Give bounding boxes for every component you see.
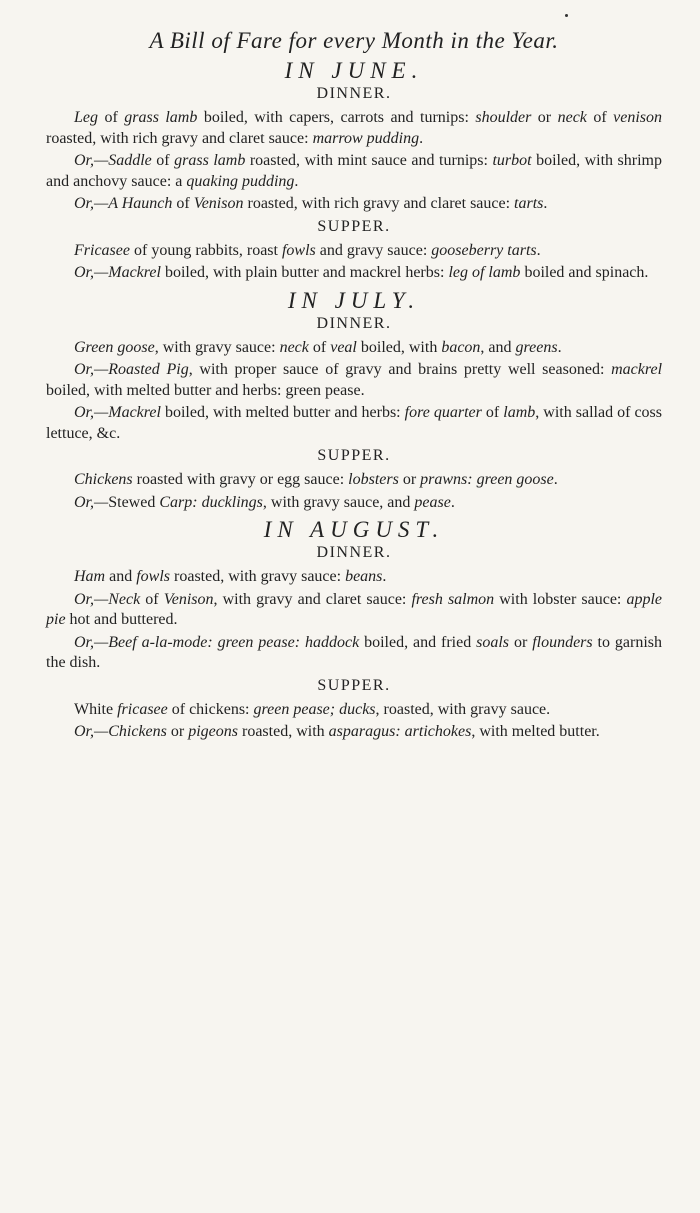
menu-text: boiled, with melted butter and herbs: <box>160 404 405 421</box>
italic-dish-name: marrow pudding <box>312 129 420 147</box>
menu-paragraph <box>46 470 662 491</box>
italic-dish-name: grass lamb <box>124 109 198 126</box>
italic-dish-name: Or,—Chickens <box>74 723 167 740</box>
meal-heading: SUPPER. <box>317 676 391 694</box>
menu-text: . <box>536 241 541 259</box>
italic-dish-name: tarts <box>514 195 544 212</box>
menu-paragraph <box>46 493 662 514</box>
month-heading: IN JUNE. <box>284 58 424 83</box>
menu-paragraph <box>46 151 662 192</box>
menu-text: of <box>586 109 614 126</box>
menu-text: . <box>450 493 455 511</box>
menu-text: . <box>553 471 558 488</box>
italic-dish-name: fowls <box>281 241 316 259</box>
menu-text: Stewed <box>108 493 160 511</box>
italic-dish-name: Or,—Roasted Pig <box>74 361 189 378</box>
italic-dish-name: asparagus: artichokes <box>328 723 472 740</box>
menu-text: , with melted butter. <box>471 723 600 740</box>
italic-dish-name: Fricasee <box>74 241 130 259</box>
menu-text: . <box>382 568 387 585</box>
italic-dish-name: lobsters <box>348 471 399 488</box>
italic-dish-name: Or,—Beef a-la-mode: green pease: haddock <box>74 633 360 651</box>
menu-text: or <box>166 723 189 740</box>
menu-text: boiled, with capers, carrots and turnips: <box>197 109 476 126</box>
italic-dish-name: flounders <box>532 633 593 651</box>
month-block <box>46 288 662 514</box>
menu-text: of chickens: <box>167 700 254 718</box>
menu-text: , with gravy sauce: <box>154 338 280 356</box>
italic-dish-name: mackrel <box>611 361 663 378</box>
italic-dish-name: shoulder <box>475 109 532 126</box>
menu-paragraph <box>46 700 662 721</box>
menu-text: roasted, with rich gravy and claret sauce: <box>243 195 515 212</box>
italic-dish-name: gooseberry tarts <box>431 241 537 259</box>
menu-text: of young rabbits, roast <box>129 241 282 259</box>
meal-heading: DINNER. <box>316 314 392 332</box>
italic-dish-name: Venison <box>163 590 214 608</box>
month-block <box>46 58 662 284</box>
italic-dish-name: grass lamb <box>174 152 246 169</box>
menu-text: . <box>294 172 299 190</box>
italic-dish-name: Or,—Mackrel <box>74 404 161 421</box>
italic-dish-name: Chickens <box>74 471 133 488</box>
menu-text: of <box>308 338 331 356</box>
italic-dish-name: green pease; ducks <box>253 700 376 718</box>
italic-dish-name: Or,—A Haunch <box>74 195 173 212</box>
menu-paragraph <box>46 338 662 359</box>
meal-heading: DINNER. <box>316 85 392 102</box>
italic-dish-name: Ham <box>74 568 106 585</box>
menu-paragraph <box>46 567 662 588</box>
menu-text: boiled, with shrimp and anchovy sauce: a <box>46 152 663 190</box>
meal-heading: DINNER. <box>316 544 392 561</box>
menu-text: roasted, with <box>238 723 329 740</box>
menu-text: , with sallad of coss lettuce, &c. <box>46 404 663 442</box>
menu-text: boiled, with plain butter and mackrel herbs: <box>160 264 449 281</box>
menu-text: . <box>543 195 548 212</box>
italic-dish-name: turbot <box>492 152 532 169</box>
italic-dish-name: apple pie <box>46 590 663 628</box>
month-block <box>46 517 662 743</box>
italic-dish-name: leg of lamb <box>448 264 521 281</box>
menu-text: roasted, with rich gravy and claret sauce: <box>46 129 313 147</box>
menu-paragraph <box>46 633 662 674</box>
meal-heading: SUPPER. <box>317 447 391 464</box>
italic-dish-name: greens <box>515 338 558 356</box>
menu-text: boiled, with <box>356 338 442 356</box>
italic-dish-name: veal <box>330 338 357 356</box>
menu-text: of <box>140 590 164 608</box>
menu-paragraph <box>46 108 662 149</box>
page-title: A Bill of Fare for every Month in the Year. <box>149 28 559 53</box>
meal-heading: SUPPER. <box>317 217 391 235</box>
italic-dish-name: neck <box>279 338 309 356</box>
menu-text: , with gravy sauce, and <box>262 493 415 511</box>
menu-paragraph <box>46 263 662 284</box>
italic-dish-name: Venison <box>193 195 244 212</box>
menu-text: or <box>509 633 533 651</box>
menu-text: or <box>398 471 421 488</box>
menu-text: , with proper sauce of gravy and brains pretty well seasoned: <box>188 361 612 378</box>
menu-text: , with gravy and claret sauce: <box>213 590 412 608</box>
month-heading: IN JULY. <box>287 287 421 313</box>
italic-dish-name: fresh salmon <box>411 590 495 608</box>
italic-dish-name: Green goose <box>74 338 155 356</box>
menu-text: and gravy sauce: <box>315 241 432 259</box>
menu-text: boiled and spinach. <box>520 264 649 281</box>
month-heading: IN AUGUST. <box>263 517 445 542</box>
menu-text: roasted, with gravy sauce: <box>170 568 346 585</box>
menu-text: boiled, with melted butter and herbs: green pease. <box>46 381 365 399</box>
italic-dish-name: fowls <box>136 568 171 585</box>
italic-dish-name: Or,—Saddle <box>74 152 152 169</box>
menu-text: boiled, and fried <box>359 633 477 651</box>
menu-text: and <box>105 568 137 585</box>
menu-text: , and <box>480 338 516 356</box>
menu-text: or <box>531 109 558 126</box>
italic-dish-name: lamb <box>503 404 536 421</box>
italic-dish-name: beans <box>345 568 383 585</box>
menu-text: White <box>74 700 118 718</box>
italic-dish-name: Leg <box>74 109 98 126</box>
printer-ornament-dot <box>565 14 568 17</box>
menu-paragraph <box>46 360 662 401</box>
italic-dish-name: Or,—Mackrel <box>74 264 161 281</box>
italic-dish-name: bacon <box>441 338 481 356</box>
menu-text: hot and buttered. <box>65 611 178 628</box>
italic-dish-name: pigeons <box>188 723 238 740</box>
menu-text: to garnish the dish. <box>46 633 663 671</box>
menu-paragraph <box>46 194 662 215</box>
menu-text: of <box>172 195 194 212</box>
italic-dish-name: Carp: ducklings <box>159 493 263 511</box>
italic-dish-name: quaking pudding <box>186 172 295 190</box>
menu-text: . <box>557 338 562 356</box>
menu-text: roasted with gravy or egg sauce: <box>132 471 349 488</box>
italic-dish-name: fricasee <box>117 700 168 718</box>
menu-text: . <box>419 129 424 147</box>
menu-text: , roasted, with gravy sauce. <box>375 700 551 718</box>
italic-dish-name: neck <box>557 109 587 126</box>
italic-dish-name: venison <box>613 109 663 126</box>
menu-text: with lobster sauce: <box>494 590 627 608</box>
italic-dish-name: Or,— <box>74 493 109 511</box>
bill-of-fare-content <box>46 58 662 743</box>
italic-dish-name: fore quarter <box>404 404 482 421</box>
italic-dish-name: Or,—Neck <box>74 590 141 608</box>
menu-paragraph <box>46 722 662 743</box>
menu-paragraph <box>46 403 662 444</box>
menu-paragraph <box>46 241 662 262</box>
italic-dish-name: soals <box>476 633 510 651</box>
menu-paragraph <box>46 590 662 631</box>
menu-text: of <box>481 404 504 421</box>
menu-text: of <box>98 109 125 126</box>
italic-dish-name: prawns: green goose <box>420 471 554 488</box>
menu-text: roasted, with mint sauce and turnips: <box>245 152 493 169</box>
italic-dish-name: pease <box>414 493 451 511</box>
menu-text: of <box>151 152 175 169</box>
